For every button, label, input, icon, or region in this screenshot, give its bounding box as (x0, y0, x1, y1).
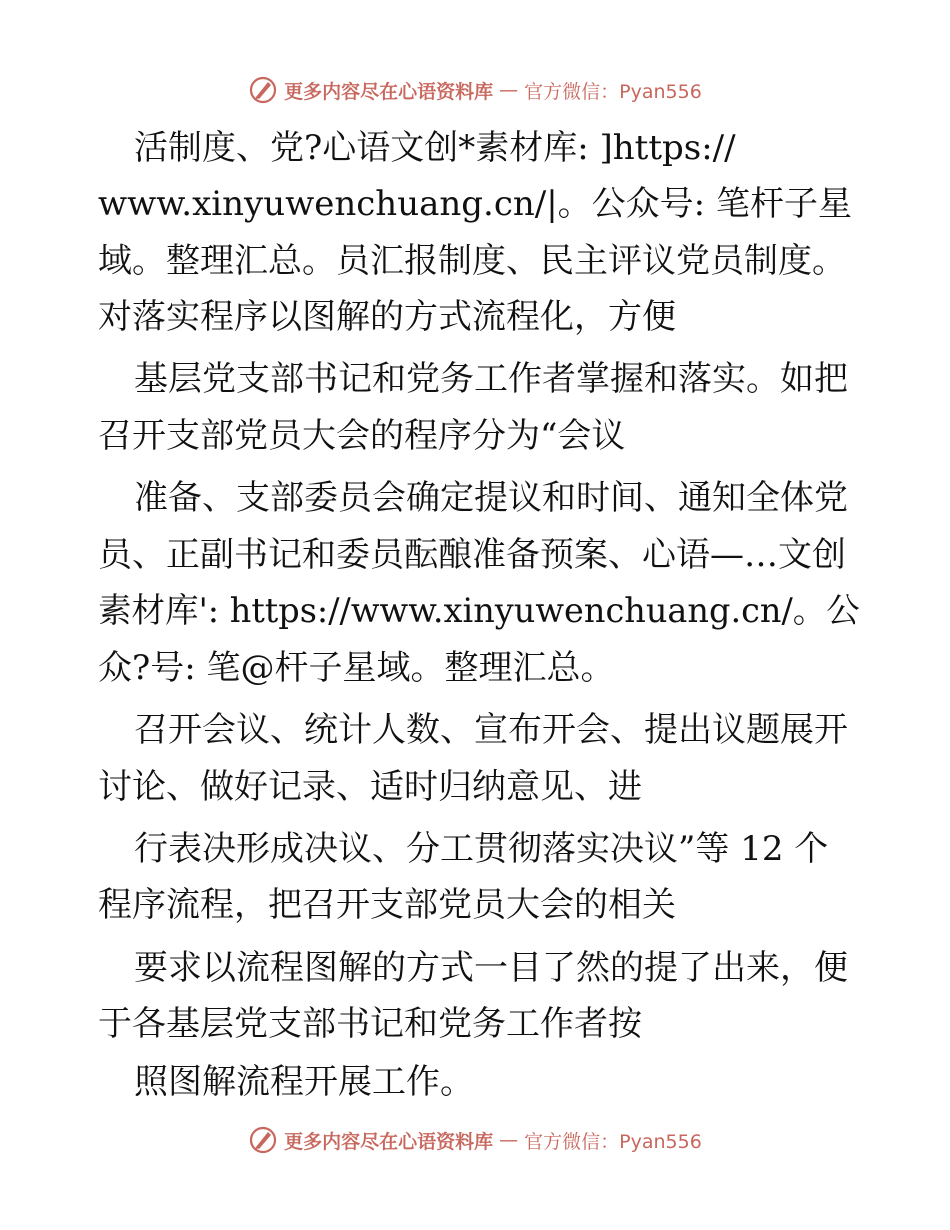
header-banner-separator: — (499, 79, 519, 101)
body-line: 准备、支部委员会确定提议和时间、通知全体党 (134, 478, 848, 518)
body-line: 活制度、党?心语文创*素材库: ]https:// (134, 128, 736, 168)
footer-banner (0, 1122, 950, 1158)
footer-banner-text: 更多内容尽在心语资料库 (284, 1130, 494, 1153)
header-banner (0, 72, 950, 108)
body-line: 员、正副书记和委员酝酿准备预案、心语—…文创 (98, 535, 846, 575)
body-line: 基层党支部书记和党务工作者掌握和落实。如把 (134, 359, 848, 399)
body-line: www.xinyuwenchuang.cn/|。公众号: 笔杆子星 (98, 184, 852, 224)
footer-wechat-text: 官方微信：Pyan556 (524, 1130, 702, 1153)
body-line: 讨论、做好记录、适时归纳意见、进 (98, 767, 642, 807)
body-line: 众?号: 笔@杆子星域。整理汇总。 (98, 648, 615, 688)
header-banner-text: 更多内容尽在心语资料库 (284, 80, 494, 103)
quill-pen-logo-icon (248, 1125, 278, 1155)
body-line: 召开支部党员大会的程序分为“会议 (98, 416, 626, 456)
body-line: 要求以流程图解的方式一目了然的提了出来，便 (134, 948, 848, 988)
body-line: 域。整理汇总。员汇报制度、民主评议党员制度。 (98, 241, 846, 281)
header-wechat-text: 官方微信：Pyan556 (524, 80, 702, 103)
body-line: 行表决形成决议、分工贯彻落实决议”等 12 个 (134, 829, 829, 869)
body-line: 照图解流程开展工作。 (134, 1062, 474, 1102)
body-line: 于各基层党支部书记和党务工作者按 (98, 1004, 642, 1044)
body-line: 召开会议、统计人数、宣布开会、提出议题展开 (134, 710, 848, 750)
quill-pen-logo-icon (248, 75, 278, 105)
body-line: 对落实程序以图解的方式流程化，方便 (98, 297, 676, 337)
body-line: 素材库': https://www.xinyuwenchuang.cn/。公 (98, 591, 860, 631)
footer-banner-separator: — (499, 1129, 519, 1151)
body-line: 程序流程，把召开支部党员大会的相关 (98, 885, 676, 925)
